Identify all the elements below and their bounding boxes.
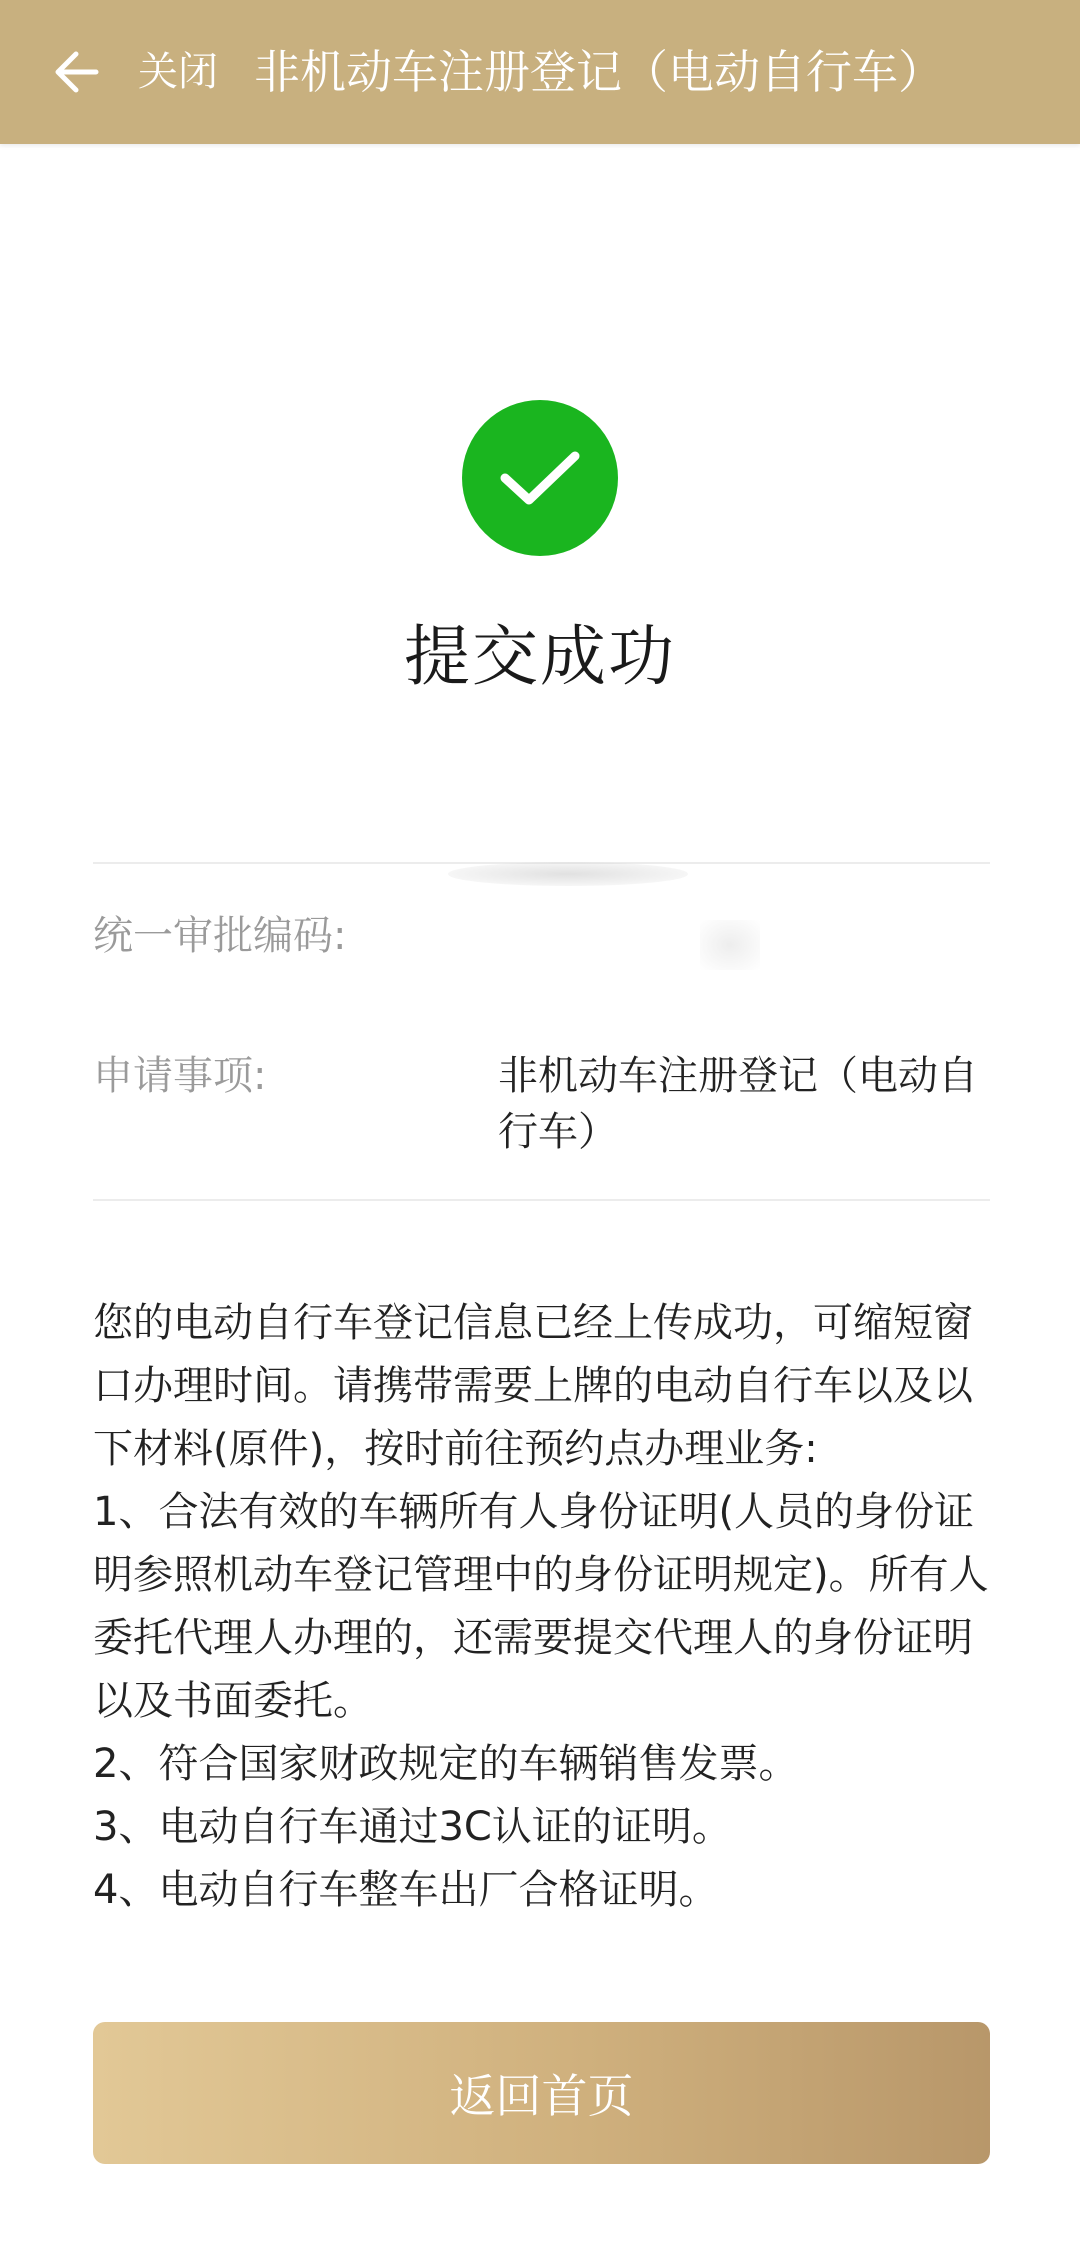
instructions-item-3: 3、电动自行车通过3C认证的证明。 <box>93 1804 732 1850</box>
title-bar <box>0 0 1080 144</box>
return-home-button[interactable]: 返回首页 <box>93 2022 990 2164</box>
redacted-shadow <box>448 862 688 886</box>
application-item-label: 申请事项: <box>93 1053 267 1099</box>
application-item-value: 非机动车注册登记（电动自行车） <box>498 1053 978 1155</box>
instructions-intro: 您的电动自行车登记信息已经上传成功，可缩短窗口办理时间。请携带需要上牌的电动自行车以及以下材料(原件)，按时前往预约点办理业务: <box>93 1300 973 1472</box>
approval-code-label: 统一审批编码: <box>93 913 347 959</box>
success-title: 提交成功 <box>404 618 676 695</box>
instructions-item-4: 4、电动自行车整车出厂合格证明。 <box>93 1867 719 1913</box>
divider <box>93 1199 990 1201</box>
instructions-text <box>93 1292 993 1922</box>
page-title: 非机动车注册登记（电动自行车） <box>254 45 944 99</box>
close-button[interactable]: 关闭 <box>138 49 218 95</box>
instructions-item-2: 2、符合国家财政规定的车辆销售发票。 <box>93 1741 799 1787</box>
back-button[interactable] <box>46 42 106 102</box>
check-circle-icon <box>462 400 618 556</box>
arrow-left-icon <box>52 50 100 94</box>
checkmark-icon <box>497 446 583 510</box>
redacted-approval-code <box>700 920 760 970</box>
instructions-item-1: 1、合法有效的车辆所有人身份证明(人员的身份证明参照机动车登记管理中的身份证明规定)。所有人委托代理人办理的，还需要提交代理人的身份证明以及书面委托。 <box>93 1489 989 1724</box>
